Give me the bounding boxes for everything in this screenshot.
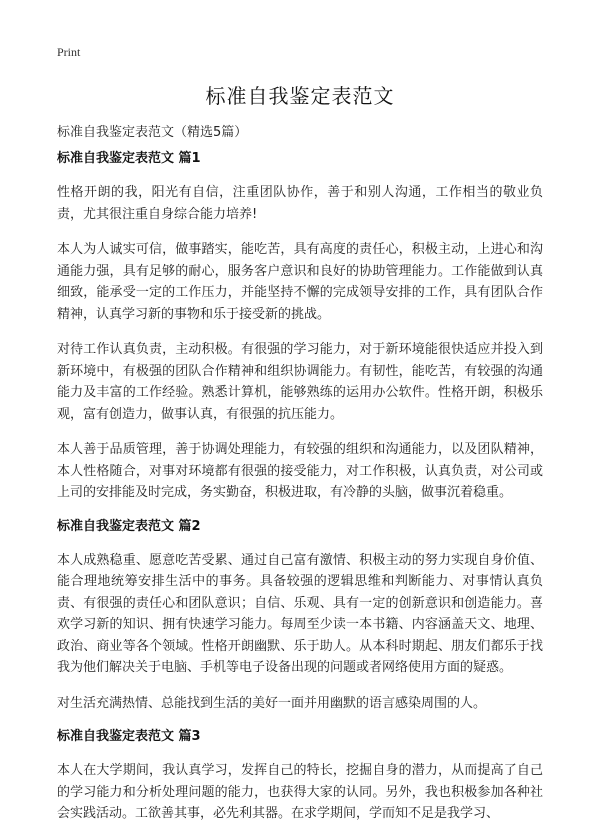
paragraph: 对待工作认真负责，主动积极。有很强的学习能力，对于新环境能很快适应并投入到新环境中，有极强的团队合作精神和组织协调能力。有韧性，能吃苦，有较强的沟通能力及丰富的工作经验。熟悉计算机，能够熟练的运用办公软件。性格开朗，积极乐观，富有创造力，做事认真，有很强的抗压能力。 <box>57 342 543 422</box>
document-body <box>57 150 543 839</box>
paragraph: 本人成熟稳重、愿意吃苦受累、通过自己富有激情、积极主动的努力实现自身价值、能合理地统筹安排生活中的事务。具备较强的逻辑思维和判断能力、对事情认真负责、有很强的责任心和团队意识；自信、乐观、具有一定的创新意识和创造能力。喜欢学习新的知识、拥有快速学习能力。每周至少读一本书籍、内容涵盖天文、地理、政治、商业等各个领域。性格开朗幽默、乐于助人。从本科时期起、朋友们都乐于找我为他们解决关于电脑、手机等电子设备出现的问题或者网络使用方面的疑惑。 <box>57 552 543 675</box>
section-heading: 标准自我鉴定表范文 篇2 <box>57 518 201 534</box>
section-heading: 标准自我鉴定表范文 篇3 <box>57 729 201 744</box>
paragraph: 本人在大学期间，我认真学习，发挥自己的特长，挖掘自身的潜力，从而提高了自己的学习能力和分析处理问题的能力，也获得大家的认同。另外，我也积极参加各种社会实践活动。工欲善其事，必先利其器。在求学期间，学而知不足是我学习、 <box>57 763 543 821</box>
section-2 <box>57 518 543 715</box>
section-1 <box>57 150 543 504</box>
section-3 <box>57 728 543 825</box>
paragraph: 对生活充满热情、总能找到生活的美好一面并用幽默的语言感染周围的人。 <box>57 695 487 711</box>
document-subtitle: 标准自我鉴定表范文（精选5篇） <box>57 125 248 140</box>
paragraph: 本人善于品质管理，善于协调处理能力，有较强的组织和沟通能力，以及团队精神，本人性格随合，对事对环境都有很强的接受能力，对工作积极，认真负责，对公司或上司的安排能及时完成，务实勤奋，积极进取，有冷静的头脑，做事沉着稳重。 <box>57 442 543 500</box>
print-link[interactable]: Print <box>57 45 81 59</box>
section-heading: 标准自我鉴定表范文 篇1 <box>57 151 201 166</box>
paragraph: 本人为人诚实可信，做事踏实，能吃苦，具有高度的责任心，积极主动，上进心和沟通能力强，具有足够的耐心，服务客户意识和良好的协助管理能力。工作能做到认真细致，能承受一定的工作压力，并能坚持不懈的完成领导安排的工作，具有团队合作精神，认真学习新的事物和乐于接受新的挑战。 <box>57 242 543 322</box>
paragraph: 性格开朗的我，阳光有自信，注重团队协作，善于和别人沟通，工作相当的敬业负责，尤其很注重自身综合能力培养! <box>57 185 543 222</box>
page-title: 标准自我鉴定表范文 <box>205 84 395 108</box>
